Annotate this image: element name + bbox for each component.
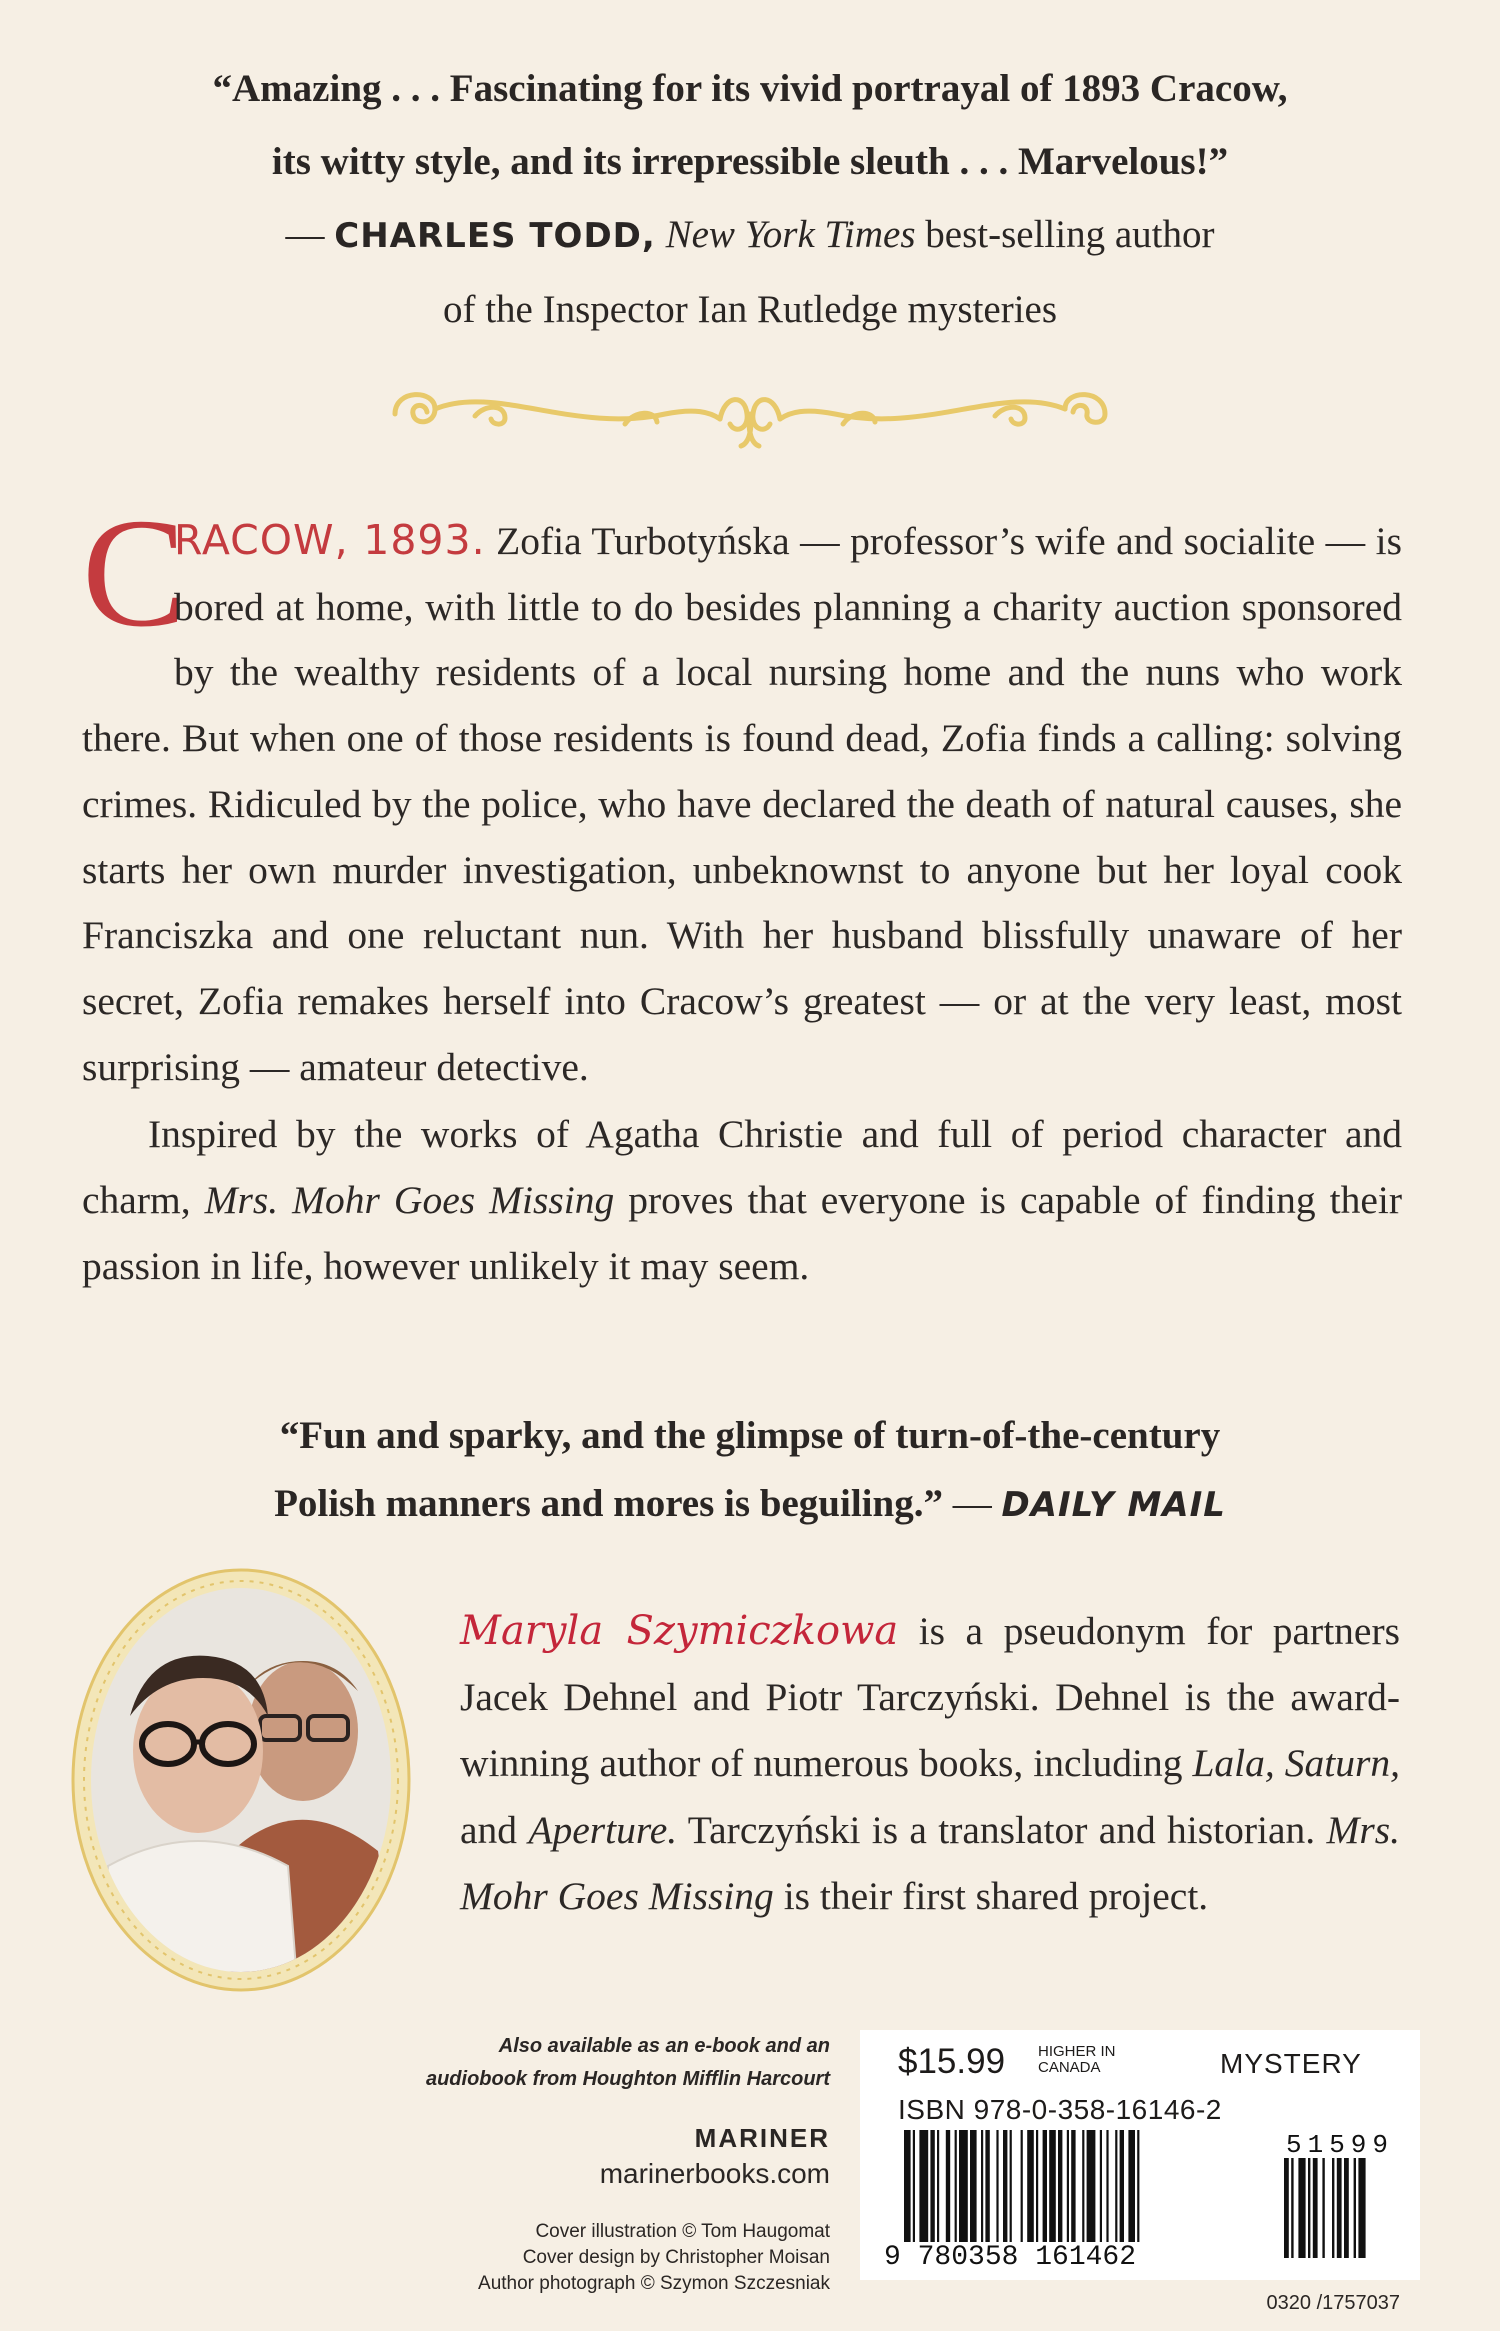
availability-line-1: Also available as an e-book and an (498, 2035, 830, 2057)
publisher-name: MARINER (694, 2123, 830, 2153)
attr-publication: New York Times (665, 213, 916, 256)
barcode-bar (1036, 2130, 1038, 2242)
price-note-line-1: HIGHER IN (1038, 2043, 1116, 2060)
blurb-attribution-line-2: of the Inspector Ian Rutledge mysteries (442, 288, 1058, 331)
blurb-line-1: “Amazing . . . Fascinating for its vivid portrayal of 1893 Cracow, (212, 67, 1288, 110)
credits (370, 2030, 830, 2297)
barcode-bar (1137, 2130, 1139, 2242)
addon-barcode-bar (1291, 2158, 1293, 2258)
author-bio (460, 1598, 1410, 1929)
barcode-bar (904, 2130, 911, 2242)
barcode-bar (1082, 2130, 1084, 2242)
addon-digits: 51599 (1286, 2130, 1395, 2160)
barcode-icon (874, 2130, 1414, 2270)
barcode-bar (930, 2130, 934, 2242)
barcode-bar (981, 2130, 983, 2242)
attr-rest: best-selling author (915, 213, 1215, 256)
attr-name: CHARLES TODD, (334, 216, 656, 256)
isbn: ISBN 978-0-358-16146-2 (898, 2094, 1222, 2125)
barcode-bar (1067, 2130, 1069, 2242)
availability-line-2: audiobook from Houghton Mifflin Harcourt (425, 2068, 830, 2090)
bottom-blurb-source: DAILY MAIL (1001, 1485, 1226, 1525)
barcode-bar (1003, 2130, 1007, 2242)
barcode-bar (985, 2130, 989, 2242)
description-text-1: Zofia Turbotyńska — professor’s wife and socialite — is bored at home, with little to do besides planning a charity auction sponsored by the wealthy residents of a local nursing home and the nuns who work there. But when one of those residents is found dead, Zofia finds a calling: solving crimes. Ridiculed by the police, who have declared the death of natural causes, she starts her own murder investigation, unbeknownst to anyone but her loyal cook Franciszka and one reluctant nun. With her husband blissfully unaware of her secret, Zofia remakes herself into Cracow’s greatest — or at the very least, most surprising — amateur detective. (82, 519, 1412, 1089)
barcode-bar (1049, 2130, 1056, 2242)
barcode-bar (1010, 2130, 1012, 2242)
cover-design-credit: Cover design by Christopher Moisan (522, 2247, 830, 2268)
addon-barcode-bar (1298, 2158, 1305, 2258)
book-saturn: Saturn, (1284, 1741, 1401, 1786)
barcode-bar (1027, 2130, 1034, 2242)
barcode-bar (996, 2130, 998, 2242)
top-blurb (60, 52, 1440, 346)
bio-text-5: is their first shared project. (773, 1873, 1209, 1918)
barcode-bar (919, 2130, 928, 2242)
barcode-bar (1120, 2130, 1124, 2242)
description-paragraph-2 (82, 1102, 1412, 1299)
addon-barcode-bar (1332, 2158, 1334, 2258)
addon-barcode-bar (1354, 2158, 1356, 2258)
barcode-bar (1087, 2130, 1096, 2242)
price-note (1038, 2044, 1116, 2076)
barcode-bar (955, 2130, 957, 2242)
description-text-2a: Inspired by the works of Agatha Christie and full of period character and charm, (82, 1112, 1412, 1223)
author-photo-credit: Author photograph © Szymon Szczesniak (478, 2273, 830, 2294)
cover-illustration-credit: Cover illustration © Tom Haugomat (535, 2221, 830, 2242)
bottom-blurb-dash: — (942, 1482, 1002, 1525)
attr-dash: — (285, 213, 335, 256)
price-note-line-2: CANADA (1038, 2059, 1101, 2076)
bio-text-3: and (460, 1741, 1410, 1852)
barcode-bar (1058, 2130, 1062, 2242)
barcode-bar (959, 2130, 968, 2242)
book-description (82, 486, 1412, 1299)
barcode-bar (1021, 2130, 1023, 2242)
bottom-blurb-line-1 (100, 1402, 1400, 1470)
book-title-bio: Mrs. Mohr Goes Missing (460, 1807, 1410, 1918)
description-paragraph-1 (82, 486, 1412, 1100)
addon-barcode-bar (1358, 2158, 1365, 2258)
description-text-2b: proves that everyone is capable of finding their passion in life, however unlikely it may seem. (82, 1178, 1412, 1288)
book-aperture: Aperture. (528, 1807, 678, 1852)
barcode-bar (1106, 2130, 1108, 2242)
barcode-bar (1100, 2130, 1102, 2242)
barcode-bar (1128, 2130, 1135, 2242)
job-code: 0320 /1757037 (1266, 2292, 1400, 2314)
description-leadin: RACOW, 1893. (174, 516, 486, 564)
barcode-bar (937, 2130, 939, 2242)
publisher-website: marinerbooks.com (599, 2158, 830, 2189)
bottom-blurb-text-1: “Fun and sparky, and the glimpse of turn-of-the-century (279, 1414, 1221, 1457)
barcode-bar (913, 2130, 915, 2242)
blurb-line-2: its witty style, and its irrepressible sleuth . . . Marvelous!” (271, 140, 1229, 183)
addon-barcode-bar (1284, 2158, 1289, 2258)
barcode-bar (970, 2130, 977, 2242)
addon-barcode-bar (1337, 2158, 1342, 2258)
barcode-bar (946, 2130, 950, 2242)
price: $15.99 (898, 2042, 1006, 2081)
bio-text-1: is a pseudonym for partners Jacek Dehnel and Piotr Tarczyński. Dehnel is the award-winning author of numerous books, including (460, 1609, 1410, 1786)
book-lala: Lala, (1192, 1741, 1275, 1786)
author-photo (68, 1566, 414, 1994)
barcode-bar (1115, 2130, 1117, 2242)
bottom-blurb-text-2: Polish manners and mores is beguiling.” (274, 1482, 943, 1525)
ornament-flourish-icon (375, 374, 1125, 454)
addon-barcode-bar (1313, 2158, 1318, 2258)
ean-digits: 9 780358 161462 (884, 2242, 1137, 2270)
author-photo-icon (68, 1566, 414, 1994)
addon-barcode-bar (1322, 2158, 1324, 2258)
barcode-bar (1071, 2130, 1075, 2242)
category: MYSTERY (1220, 2048, 1362, 2079)
bottom-blurb (100, 1402, 1400, 1539)
addon-barcode-bar (1308, 2158, 1310, 2258)
bio-text-4: Tarczyński is a translator and historian. (677, 1807, 1327, 1852)
bottom-blurb-line-2 (100, 1470, 1400, 1539)
barcode-bar (1043, 2130, 1047, 2242)
bio-text-2 (1275, 1741, 1285, 1785)
barcode-box (860, 2030, 1420, 2280)
addon-barcode-bar (1344, 2158, 1349, 2258)
author-name: Maryla Szymiczkowa (460, 1608, 899, 1654)
book-title-inline: Mrs. Mohr Goes Missing (204, 1178, 615, 1223)
drop-cap: C (82, 486, 187, 659)
blurb-attribution (60, 198, 1440, 273)
